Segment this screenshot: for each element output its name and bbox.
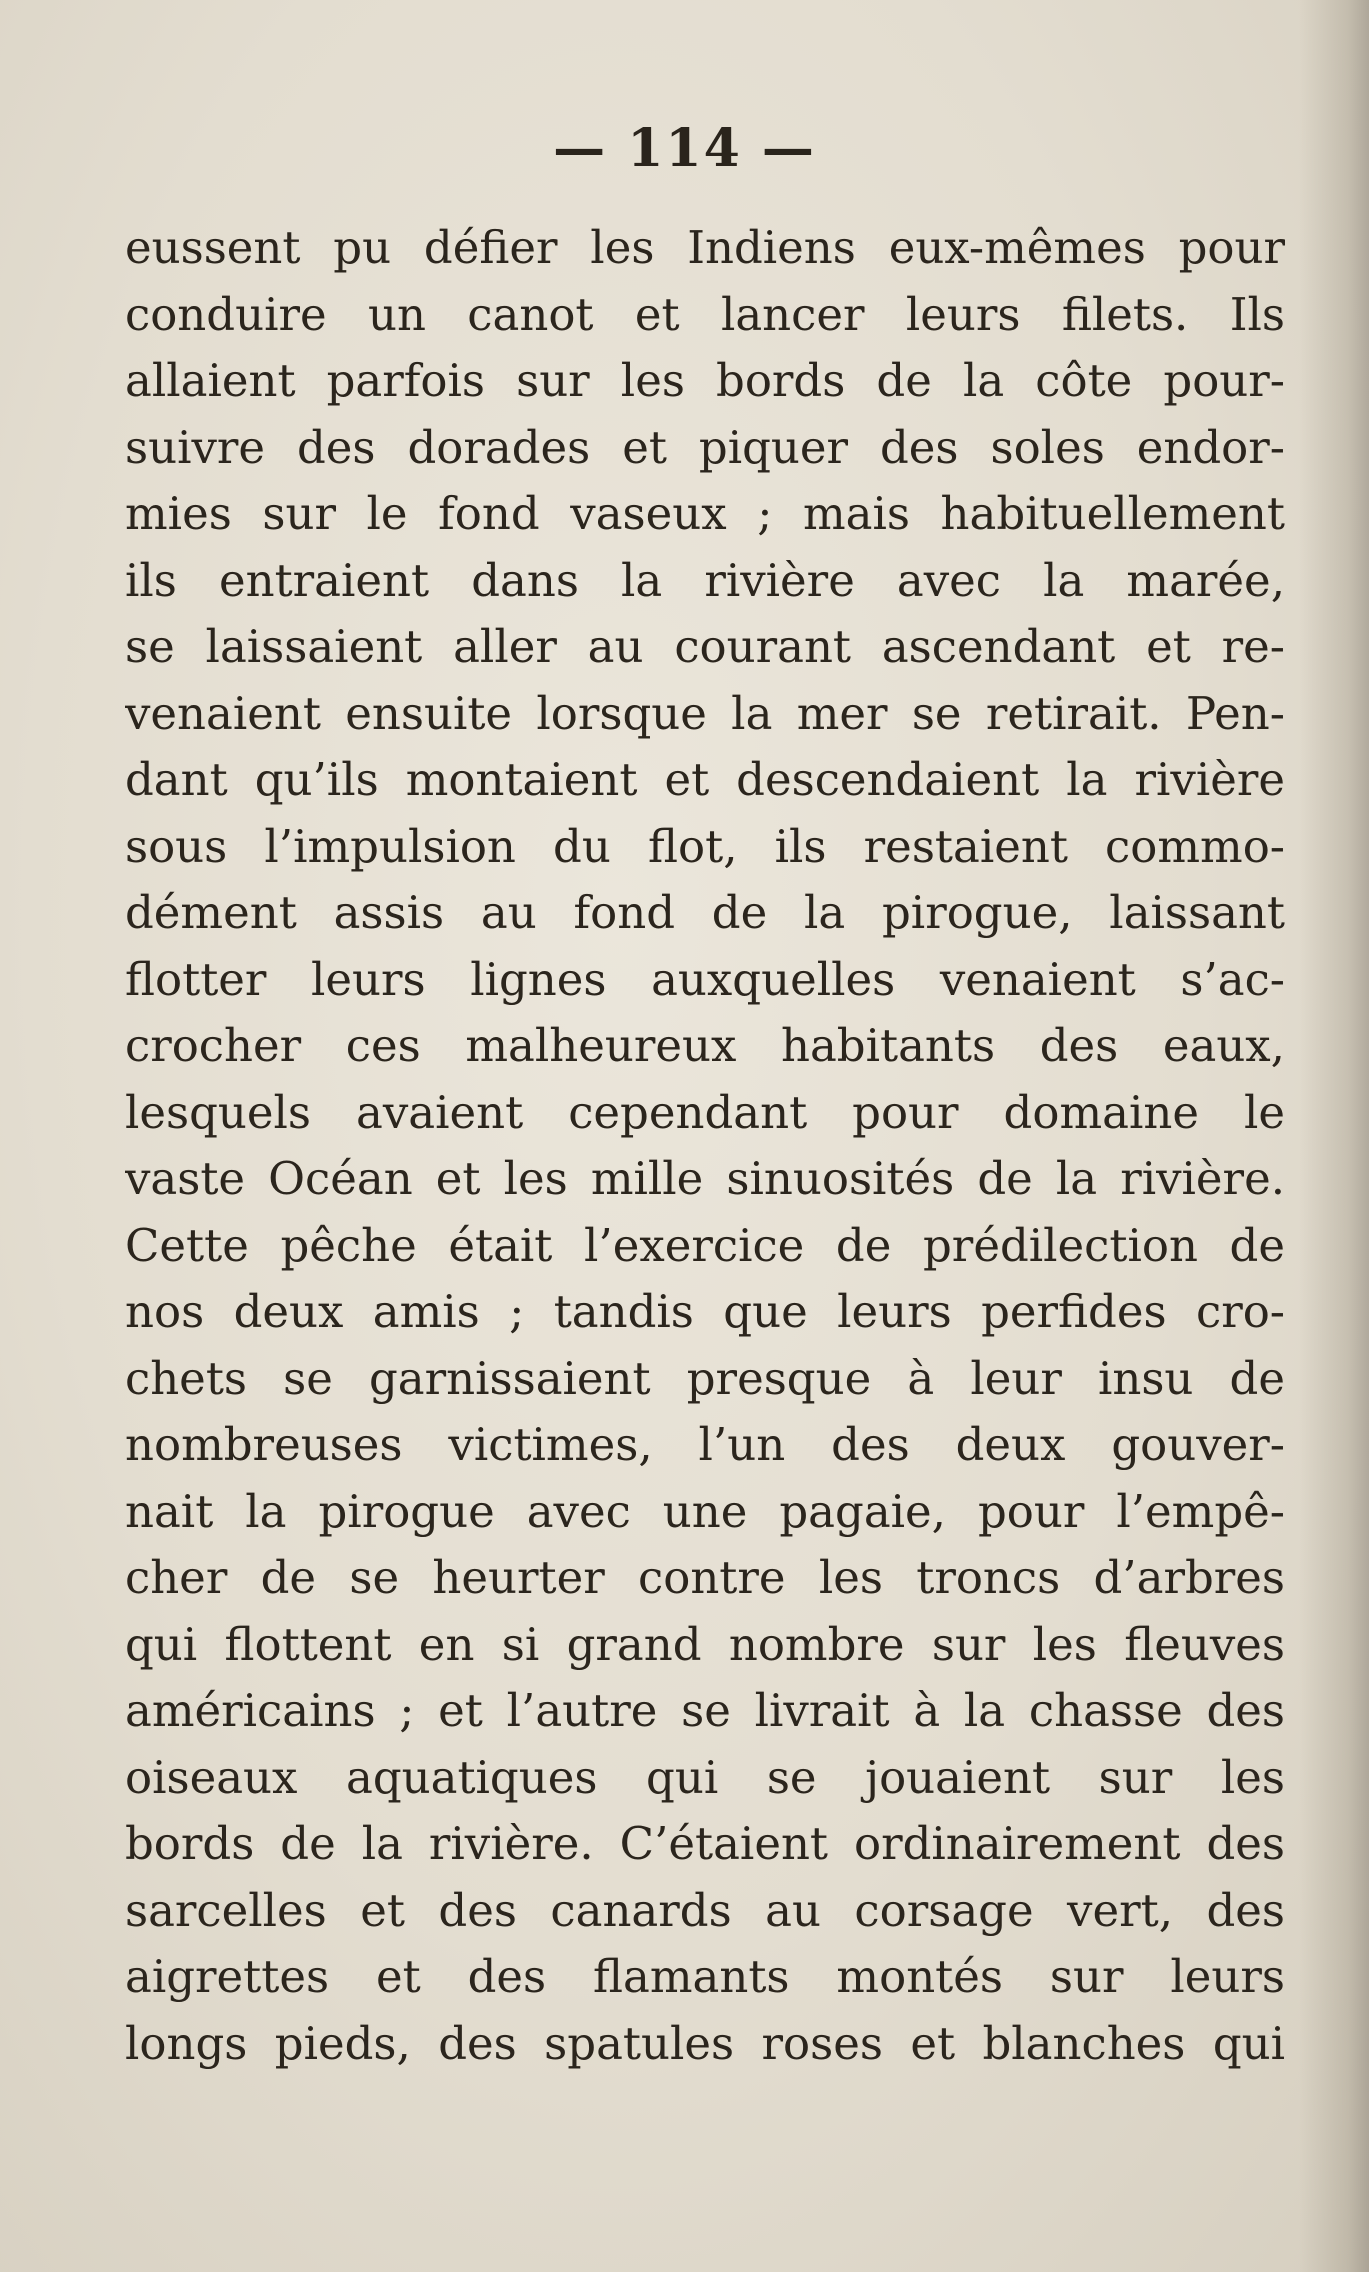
text-line: dément assis au fond de la pirogue, laissant xyxy=(125,886,1285,939)
text-line: cher de se heurter contre les troncs d’arbres xyxy=(125,1551,1285,1604)
text-line: sous l’impulsion du flot, ils restaient commo- xyxy=(125,819,1285,873)
text-line: nos deux amis ; tandis que leurs perfides cro- xyxy=(125,1285,1285,1338)
text-line: oiseaux aquatiques qui se jouaient sur les xyxy=(125,1750,1285,1804)
body-text xyxy=(125,215,1285,2077)
text-line: longs pieds, des spatules roses et blanches qui xyxy=(125,2016,1285,2070)
text-line: eussent pu défier les Indiens eux-mêmes pour xyxy=(125,221,1285,274)
text-line: suivre des dorades et piquer des soles endor- xyxy=(125,420,1285,474)
text-line: venaient ensuite lorsque la mer se retirait. Pen- xyxy=(125,686,1285,740)
text-line: aigrettes et des flamants montés sur leurs xyxy=(125,1950,1285,2003)
text-line: se laissaient aller au courant ascendant et re- xyxy=(125,620,1285,673)
text-line: ils entraient dans la rivière avec la marée, xyxy=(125,553,1285,607)
text-line: bords de la rivière. C’étaient ordinairement des xyxy=(125,1817,1285,1870)
text-line: américains ; et l’autre se livrait à la chasse des xyxy=(125,1684,1285,1737)
text-line: qui flottent en si grand nombre sur les fleuves xyxy=(125,1617,1285,1671)
text-line: allaient parfois sur les bords de la côte pour- xyxy=(125,354,1285,407)
text-line: Cette pêche était l’exercice de prédilection de xyxy=(125,1218,1285,1272)
page-number: — 114 — xyxy=(553,118,816,179)
text-line: conduire un canot et lancer leurs filets. Ils xyxy=(125,287,1285,341)
text-line: flotter leurs lignes auxquelles venaient s’ac- xyxy=(125,952,1285,1006)
text-line: vaste Océan et les mille sinuosités de la rivière. xyxy=(125,1152,1285,1205)
text-line: nait la pirogue avec une pagaie, pour l’empê- xyxy=(125,1484,1285,1538)
text-line: mies sur le fond vaseux ; mais habituellement xyxy=(125,487,1285,540)
text-line: chets se garnissaient presque à leur insu de xyxy=(125,1351,1285,1405)
text-line: crocher ces malheureux habitants des eaux, xyxy=(125,1019,1285,1072)
text-line: dant qu’ils montaient et descendaient la rivière xyxy=(125,753,1285,806)
text-line: sarcelles et des canards au corsage vert, des xyxy=(125,1883,1285,1937)
text-line: nombreuses victimes, l’un des deux gouver- xyxy=(125,1418,1285,1471)
text-line: lesquels avaient cependant pour domaine le xyxy=(125,1085,1285,1139)
